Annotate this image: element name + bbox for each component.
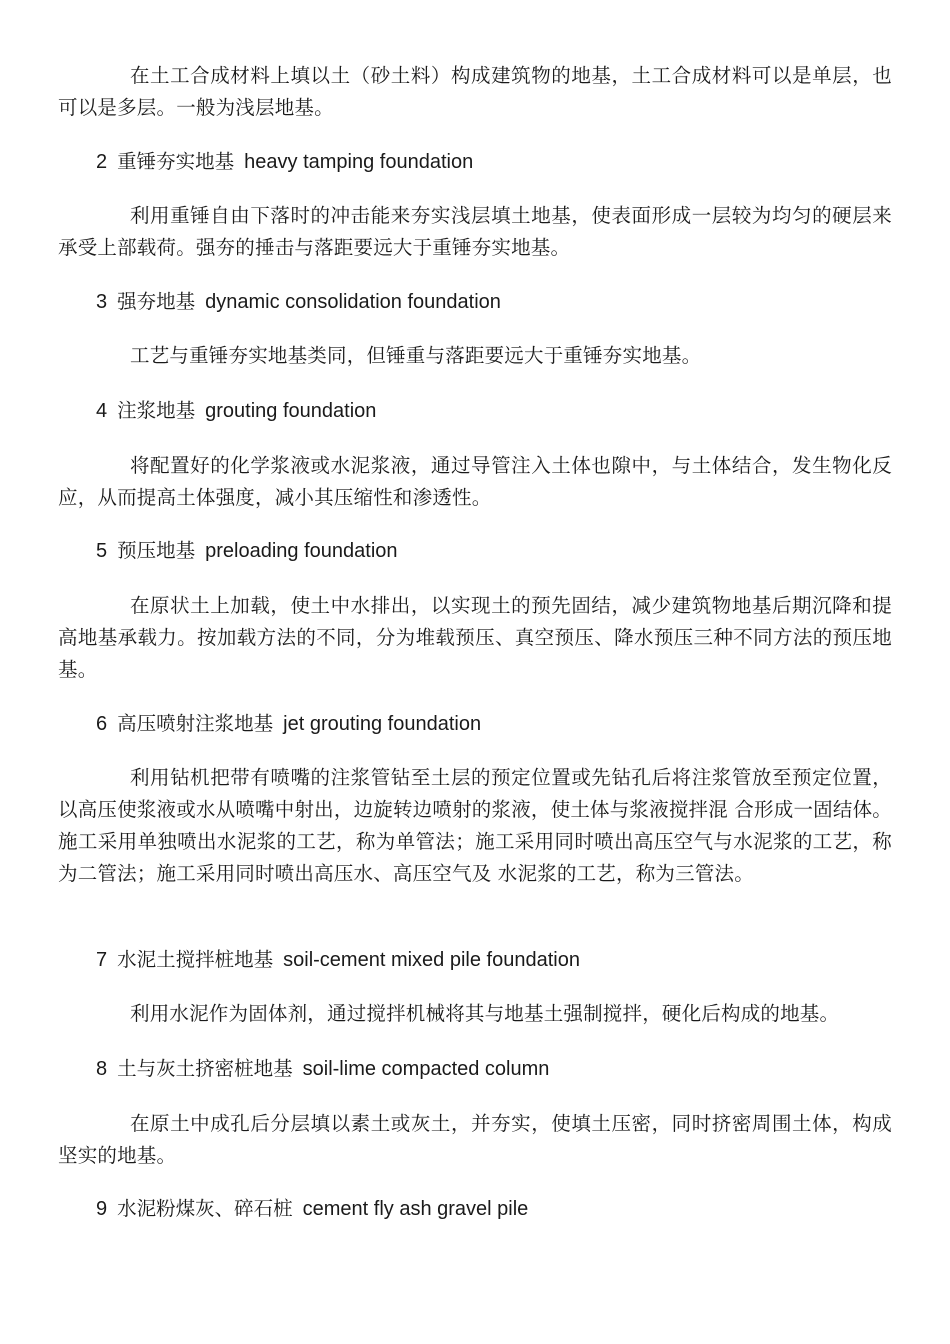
heading-chinese: 重锤夯实地基 [117, 150, 235, 173]
heading-english: dynamic consolidation foundation [205, 291, 501, 313]
heading-english: soil-lime compacted column [302, 1058, 550, 1080]
paragraph-soil-lime: 在原土中成孔后分层填以素土或灰土，并夯实，使填土压密，同时挤密周围土体，构成坚实的地基。 [58, 1112, 892, 1167]
heading-dynamic-consolidation [96, 288, 501, 316]
paragraph-grouting: 将配置好的化学浆液或水泥浆液，通过导管注入土体也隙中，与土体结合，发生物化反应，从而提高土体强度，减小其压缩性和渗透性。 [58, 454, 892, 509]
paragraph-geosynthetic: 在土工合成材料上填以土（砂土料）构成建筑物的地基，土工合成材料可以是单层，也可以是多层。一般为浅层地基。 [58, 64, 892, 119]
heading-english: cement fly ash gravel pile [302, 1198, 529, 1220]
heading-number: 8 [96, 1058, 108, 1080]
paragraph-dynamic-consolidation: 工艺与重锤夯实地基类同，但锤重与落距要远大于重锤夯实地基。 [130, 344, 702, 367]
heading-english: preloading foundation [205, 540, 398, 562]
paragraph-jet-grouting: 利用钻机把带有喷嘴的注浆管钻至土层的预定位置或先钻孔后将注浆管放至预定位置，以高压使浆液或水从喷嘴中射出，边旋转边喷射的浆液，使土体与浆液搅拌混 合形成一固结体。施工采用单独喷出水泥浆的工艺，称为单管法；施工采用同时喷出高压空气与水泥浆的工艺，称为二管法；施工采用同时喷出高压水、高压空气及 水泥浆的工艺，称为三管法。 [58, 766, 892, 885]
heading-chinese: 土与灰土挤密桩地基 [117, 1057, 293, 1080]
paragraph-preloading: 在原状土上加载，使土中水排出，以实现土的预先固结，减少建筑物地基后期沉降和提高地基承载力。按加载方法的不同，分为堆载预压、真空预压、降水预压三种不同方法的预压地基。 [58, 594, 892, 681]
heading-cement-fly-ash [96, 1195, 528, 1223]
paragraph-heavy-tamping: 利用重锤自由下落时的冲击能来夯实浅层填土地基，使表面形成一层较为均匀的硬层来承受上部载荷。强夯的捶击与落距要远大于重锤夯实地基。 [58, 204, 892, 259]
heading-chinese: 强夯地基 [117, 290, 196, 313]
heading-number: 7 [96, 949, 108, 971]
heading-number: 6 [96, 713, 108, 735]
heading-english: grouting foundation [205, 400, 377, 422]
heading-soil-lime [96, 1055, 549, 1083]
heading-english: soil-cement mixed pile foundation [283, 949, 580, 971]
paragraph-soil-cement: 利用水泥作为固体剂，通过搅拌机械将其与地基土强制搅拌，硬化后构成的地基。 [130, 1002, 840, 1025]
heading-preloading [96, 537, 398, 565]
heading-jet-grouting [96, 710, 481, 738]
heading-chinese: 高压喷射注浆地基 [117, 712, 274, 735]
heading-chinese: 水泥粉煤灰、碎石桩 [117, 1197, 293, 1220]
heading-chinese: 水泥土搅拌桩地基 [117, 948, 274, 971]
heading-heavy-tamping [96, 148, 473, 176]
heading-chinese: 预压地基 [117, 539, 196, 562]
heading-number: 3 [96, 291, 108, 313]
heading-number: 9 [96, 1198, 108, 1220]
heading-number: 4 [96, 400, 108, 422]
heading-grouting [96, 397, 376, 425]
heading-english: heavy tamping foundation [244, 151, 474, 173]
heading-number: 5 [96, 540, 108, 562]
heading-soil-cement [96, 946, 580, 974]
heading-number: 2 [96, 151, 108, 173]
heading-chinese: 注浆地基 [117, 399, 196, 422]
heading-english: jet grouting foundation [283, 713, 482, 735]
